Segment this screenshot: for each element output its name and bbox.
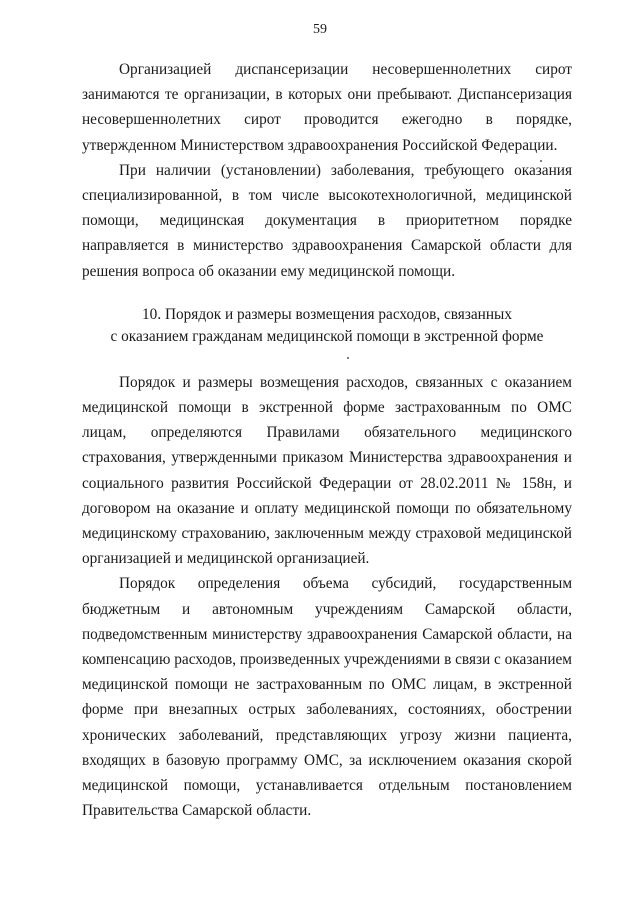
section-heading-line-2: с оказанием гражданам медицинской помощи в экстренной форме (110, 327, 544, 345)
scan-speck (540, 160, 542, 162)
paragraph-dispensary-organizations: Организацией диспансеризации несовершеннолетних сирот занимаются те организации, в которых они пребывают. Диспансеризация несовершеннолетних сирот проводится ежегодно в порядке, утвержденном Министерством здравоохранения Российской Федерации. (82, 61, 572, 154)
paragraph-reimbursement-rules: Порядок и размеры возмещения расходов, связанных с оказанием медицинской помощи в экстренной форме застрахованным по ОМС лицам, определяются Правилами обязательного медицинского страхования, утвержденными приказом Министерства здравоохранения и социального развития Российской Федерации от 28.02.2011 № 158н, и договором на оказание и оплату медицинской помощи по обязательному медицинскому страхованию, заключенным между страховой медицинской организацией и медицинской организацией. (82, 373, 572, 568)
section-heading (82, 304, 572, 348)
scan-speck (347, 357, 349, 359)
paragraph-specialized-care: При наличии (установлении) заболевания, требующего оказания специализированной, в том числе высокотехнологичной, медицинской помощи, медицинская документация в приоритетном порядке направляется в министерство здравоохранения Самарской области для решения вопроса об оказании ему медицинской помощи. (82, 161, 572, 280)
page-number: 59 (313, 22, 327, 37)
paragraph-subsidy-procedure: Порядок определения объема субсидий, государственным бюджетным и автономным учреждениям Самарской области, подведомственным министерству здравоохранения Самарской области, на компенсацию расходов, произведенных учреждениями в связи с оказанием медицинской помощи не застрахованным по ОМС лицам, в экстренной форме при внезапных острых заболеваниях, состояниях, обострении хронических заболеваний, представляющих угрозу жизни пациента, входящих в базовую программу ОМС, за исключением оказания скорой медицинской помощи, устанавливается отдельным постановлением Правительства Самарской области. (82, 575, 572, 820)
document-body (82, 57, 572, 823)
section-heading-line-1: 10. Порядок и размеры возмещения расходов, связанных (142, 305, 512, 323)
